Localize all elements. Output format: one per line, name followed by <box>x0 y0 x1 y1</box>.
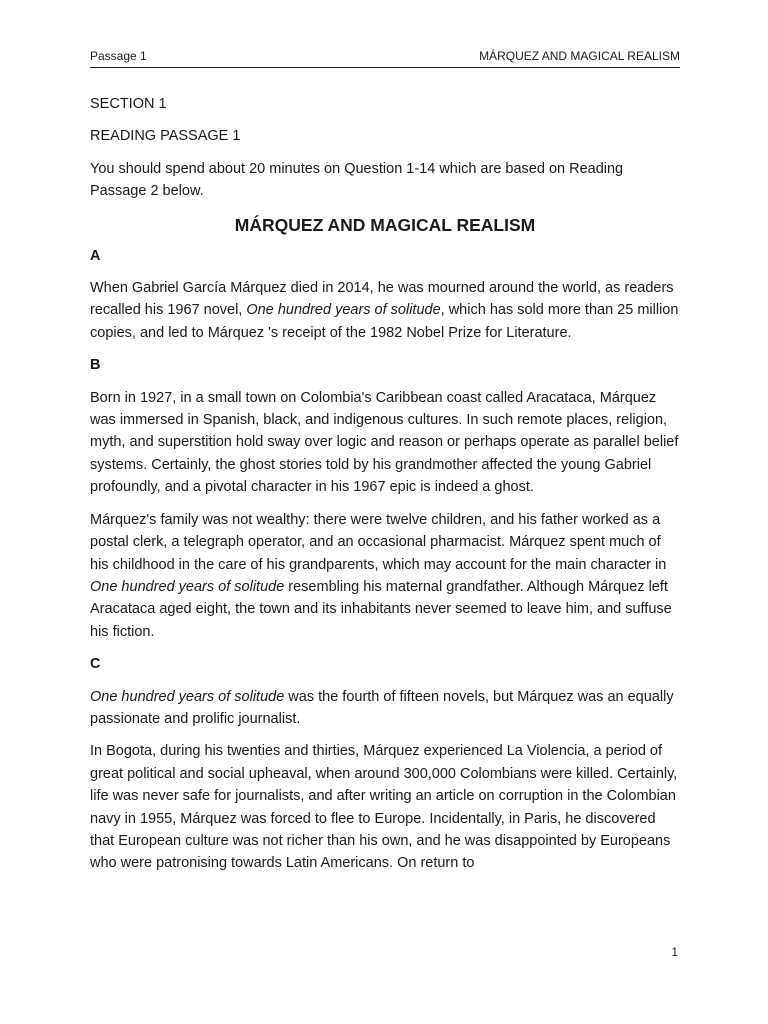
paragraph-b2 <box>90 509 680 643</box>
passage-content <box>90 93 680 885</box>
instruction-text: You should spend about 20 minutes on Question 1-14 which are based on Reading Passage 2 below. <box>90 160 624 200</box>
reading-passage-label: READING PASSAGE 1 <box>90 128 241 145</box>
paragraph-c2: In Bogota, during his twenties and thirties, Márquez experienced La Violencia, a period of great political and social upheaval, when around 300,000 Colombians were killed. Certainly, life was never safe for journalists, and after writing an article on corruption in the Colombian navy in 1955, Márquez was forced to flee to Europe. Incidentally, in Paris, he discovered that European culture was not richer than his own, and he was disappointed by Europeans who were patronising towards Latin Americans. On return to <box>90 743 678 872</box>
book-title: One hundred years of solitude <box>90 688 285 705</box>
paragraph-text: When Gabriel García Márquez died in 2014, he was mourned around the world, as readers recalled his 1967 novel, <box>90 280 674 319</box>
passage-title: MÁRQUEZ AND MAGICAL REALISM <box>234 214 536 235</box>
section-letter-a: A <box>90 247 101 264</box>
header-title: MÁRQUEZ AND MAGICAL REALISM <box>479 49 680 63</box>
section-label: SECTION 1 <box>90 96 167 112</box>
section-letter-b: B <box>90 357 101 374</box>
page-number: 1 <box>671 945 678 959</box>
section-letter-c: C <box>90 656 101 673</box>
paragraph-text: resembling his maternal grandfather. Although Márquez left Aracataca aged eight, the town and its inhabitants never seemed to leave him, and suffuse his fiction. <box>90 578 672 640</box>
paragraph-text: Márquez's family was not wealthy: there were twelve children, and his father worked as a postal clerk, a telegraph operator, and an occasional pharmacist. Márquez spent much of his childhood in the care of his grandparents, which may account for the main character in <box>90 511 667 573</box>
paragraph-b1: Born in 1927, in a small town on Colombia's Caribbean coast called Aracataca, Márquez was immersed in Spanish, black, and indigenous cultures. In such remote places, religion, myth, and superstition hold sway over logic and reason or perhaps operate as parallel belief systems. Certainly, the ghost stories told by his grandmother affected the young Gabriel profoundly, and a pivotal character in his 1967 epic is indeed a ghost. <box>90 389 679 496</box>
running-header <box>90 47 680 68</box>
book-title: One hundred years of solitude <box>90 578 285 595</box>
paragraph-c1 <box>90 686 680 731</box>
paragraph-text: , which has sold more than 25 million copies, and led to Márquez 's receipt of the 1982 Nobel Prize for Literature. <box>90 302 679 341</box>
header-passage-label: Passage 1 <box>90 49 147 63</box>
paragraph-text: was the fourth of fifteen novels, but Márquez was an equally passionate and prolific journalist. <box>90 688 674 727</box>
book-title: One hundred years of solitude <box>246 302 441 319</box>
paragraph-a1 <box>90 277 680 344</box>
